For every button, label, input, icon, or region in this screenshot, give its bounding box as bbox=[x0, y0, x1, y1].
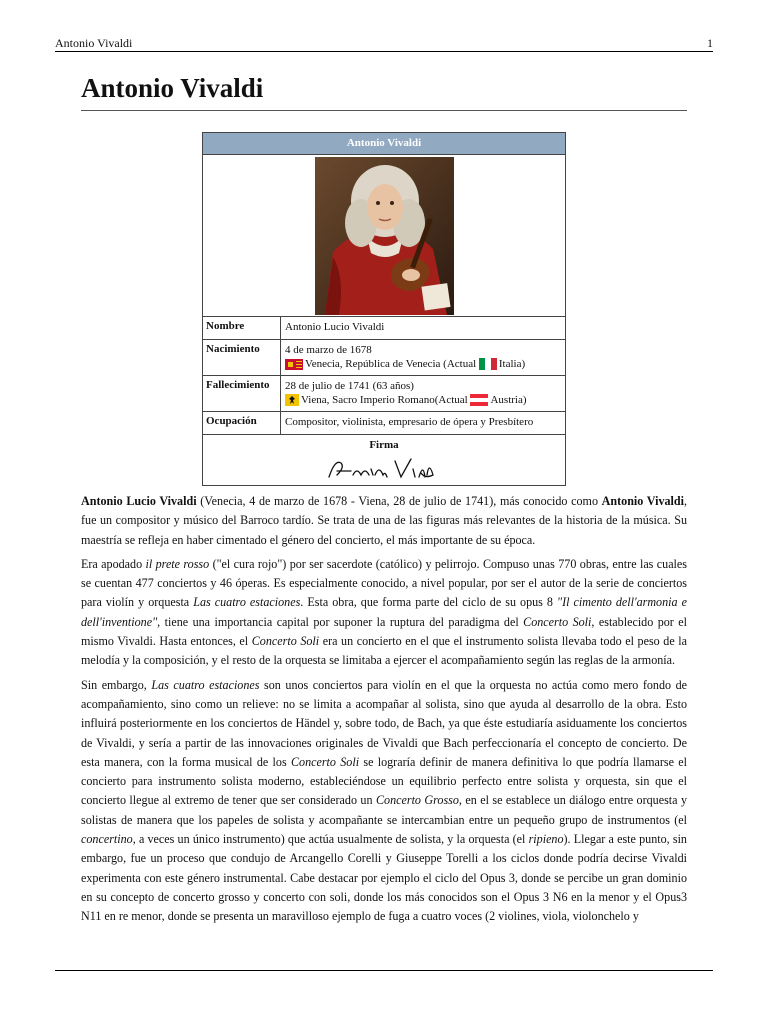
text: son unos conciertos para violín en el que la orquesta no actúa como mero fondo de acompañamiento, sino como un relieve: no se limita a acompañar al solista, sino que ayuda al desarrollo de la obra. Esto influirá posteriormente en los conciertos de Händel y, sobre todo, de Bach, ya que éste estudiaría asiduamente los conciertos de Vivaldi, y sería a partir de las innovaciones originales de Vivaldi que Bach perfeccionaría el concepto de concierto. De esta manera, con la forma musical de los bbox=[81, 677, 688, 769]
text: . Esta obra, que forma parte del ciclo de su opus 8 bbox=[300, 595, 558, 610]
text: (Venecia, 4 de marzo de 1678 - Viena, 28 de julio de 1741), más conocido como bbox=[196, 494, 602, 508]
italic-text: Concerto Grosso bbox=[375, 793, 459, 808]
italy-flag-icon bbox=[479, 358, 497, 370]
italic-text: Concerto Soli bbox=[523, 614, 592, 629]
text: , tiene una importancia capital por suponer la ruptura del paradigma del bbox=[157, 614, 524, 629]
row-label: Fallecimiento bbox=[203, 376, 281, 411]
death-place-country: Austria) bbox=[490, 394, 527, 406]
death-date: 28 de julio de 1741 (63 años) bbox=[285, 380, 414, 392]
page-number: 1 bbox=[707, 36, 713, 50]
row-value bbox=[281, 376, 531, 411]
holy-roman-empire-flag-icon bbox=[285, 394, 299, 406]
running-title: Antonio Vivaldi bbox=[55, 36, 133, 50]
infobox-firma bbox=[203, 434, 565, 484]
italic-text: Las cuatro estaciones bbox=[193, 595, 301, 610]
italic-text: Concerto Soli bbox=[290, 754, 360, 769]
text: , fue un compositor y músico del Barroco tardío. Se trata de una de las figuras más relevantes de la historia de la música. Su maestría se refleja en haber cimentado el género del concierto, el más importante de su época. bbox=[81, 494, 688, 547]
row-value bbox=[281, 412, 537, 434]
article-body bbox=[81, 492, 687, 932]
footer-rule bbox=[55, 970, 713, 971]
occupation-value: Compositor, violinista, empresario de ópera y Presbítero bbox=[285, 416, 534, 428]
austria-flag-icon bbox=[470, 394, 488, 406]
title-rule bbox=[81, 110, 687, 111]
infobox-row-fallecimiento bbox=[203, 375, 565, 411]
paragraph-3 bbox=[81, 676, 687, 927]
birth-place: Venecia, República de Venecia (Actual bbox=[305, 358, 477, 370]
italic-text: Las cuatro estaciones bbox=[151, 677, 260, 692]
text: Era apodado bbox=[81, 556, 146, 571]
venice-flag-icon bbox=[285, 359, 303, 370]
text: ). Llegar a este punto, sin embargo, fue un proceso que condujo de Arcangello Corelli y Giuseppe Torelli a los ciclos donde podría decirse Vivaldi experimenta con este género instrumental. Cabe destacar por ejemplo el ciclo del Opus 3, donde se percibe un gran dominio en su concepto de concerto grosso y concerto con soli, donde los más conocidos son el Opus 3 N6 en la menor y el Opus3 N11 en re menor, donde se presenta un maravilloso ejemplo de fuga a cuatro voces (2 violines, viola, violonchelo y bbox=[81, 832, 687, 924]
paragraph-2 bbox=[81, 555, 687, 671]
birth-place-country: Italia) bbox=[498, 358, 526, 370]
italic-text: ripieno bbox=[528, 832, 564, 847]
death-place: Viena, Sacro Imperio Romano(Actual bbox=[301, 394, 468, 406]
birth-date: 4 de marzo de 1678 bbox=[285, 344, 372, 356]
nombre-value: Antonio Lucio Vivaldi bbox=[285, 321, 385, 333]
text: se lograría definir de manera definitiva lo que podría llamarse el concierto para instrumento solista moderno, estableciéndose un equilibrio perfecto entre solista y orquesta, sin que el concierto llegue al extremo de tener que ser considerado un bbox=[81, 754, 687, 808]
row-value bbox=[281, 340, 529, 375]
italic-text: concertino bbox=[81, 832, 133, 847]
infobox-rows bbox=[203, 316, 565, 484]
signature-image bbox=[325, 455, 435, 483]
text: , en el se establece un diálogo entre orquesta y solistas de manera que los papeles de solista y acompañante se intercambian entre un pequeño grupo de instrumentos (el bbox=[81, 793, 687, 827]
paragraph-1 bbox=[81, 492, 687, 550]
row-label: Nombre bbox=[203, 317, 281, 339]
bold-name: Antonio Lucio Vivaldi bbox=[81, 494, 197, 508]
infobox-row-nombre bbox=[203, 316, 565, 339]
infobox-row-nacimiento bbox=[203, 339, 565, 375]
italic-text: il prete rosso bbox=[145, 556, 210, 571]
infobox-header: Antonio Vivaldi bbox=[203, 133, 565, 155]
bold-name: Antonio Vivaldi bbox=[601, 494, 684, 508]
text: era un concierto en el que el instrumento solista llevaba todo el peso de la melodía y la composición, y el resto de la orquesta se limitaba a ejercer el acompañamiento según las reglas de la armonía. bbox=[81, 634, 688, 668]
text: ("el cura rojo") por ser sacerdote (católico) y pelirrojo. Compuso unas 770 obras, entre las cuales se cuentan 477 conciertos y 46 óperas. Es especialmente conocido, a nivel popular, por ser el autor de la serie de conciertos para violín y orquesta bbox=[81, 556, 687, 610]
infobox bbox=[202, 132, 566, 486]
text: , a veces un único instrumento) que actúa usualmente de solista, y la orquesta (el bbox=[132, 832, 529, 847]
text: , establecido por el mismo Vivaldi. Hasta entonces, el bbox=[81, 614, 688, 649]
firma-label: Firma bbox=[369, 439, 399, 451]
italic-text: "Il cimento dell'armonia e dell'inventione" bbox=[81, 595, 687, 629]
row-value bbox=[281, 317, 388, 339]
text: Sin embargo, bbox=[81, 677, 152, 692]
italic-text: Concerto Soli bbox=[251, 634, 320, 649]
row-label: Nacimiento bbox=[203, 340, 281, 375]
row-label: Ocupación bbox=[203, 412, 281, 434]
header-rule bbox=[55, 51, 713, 52]
page-title: Antonio Vivaldi bbox=[81, 73, 264, 103]
portrait-image bbox=[315, 157, 454, 315]
infobox-row-ocupacion bbox=[203, 411, 565, 434]
